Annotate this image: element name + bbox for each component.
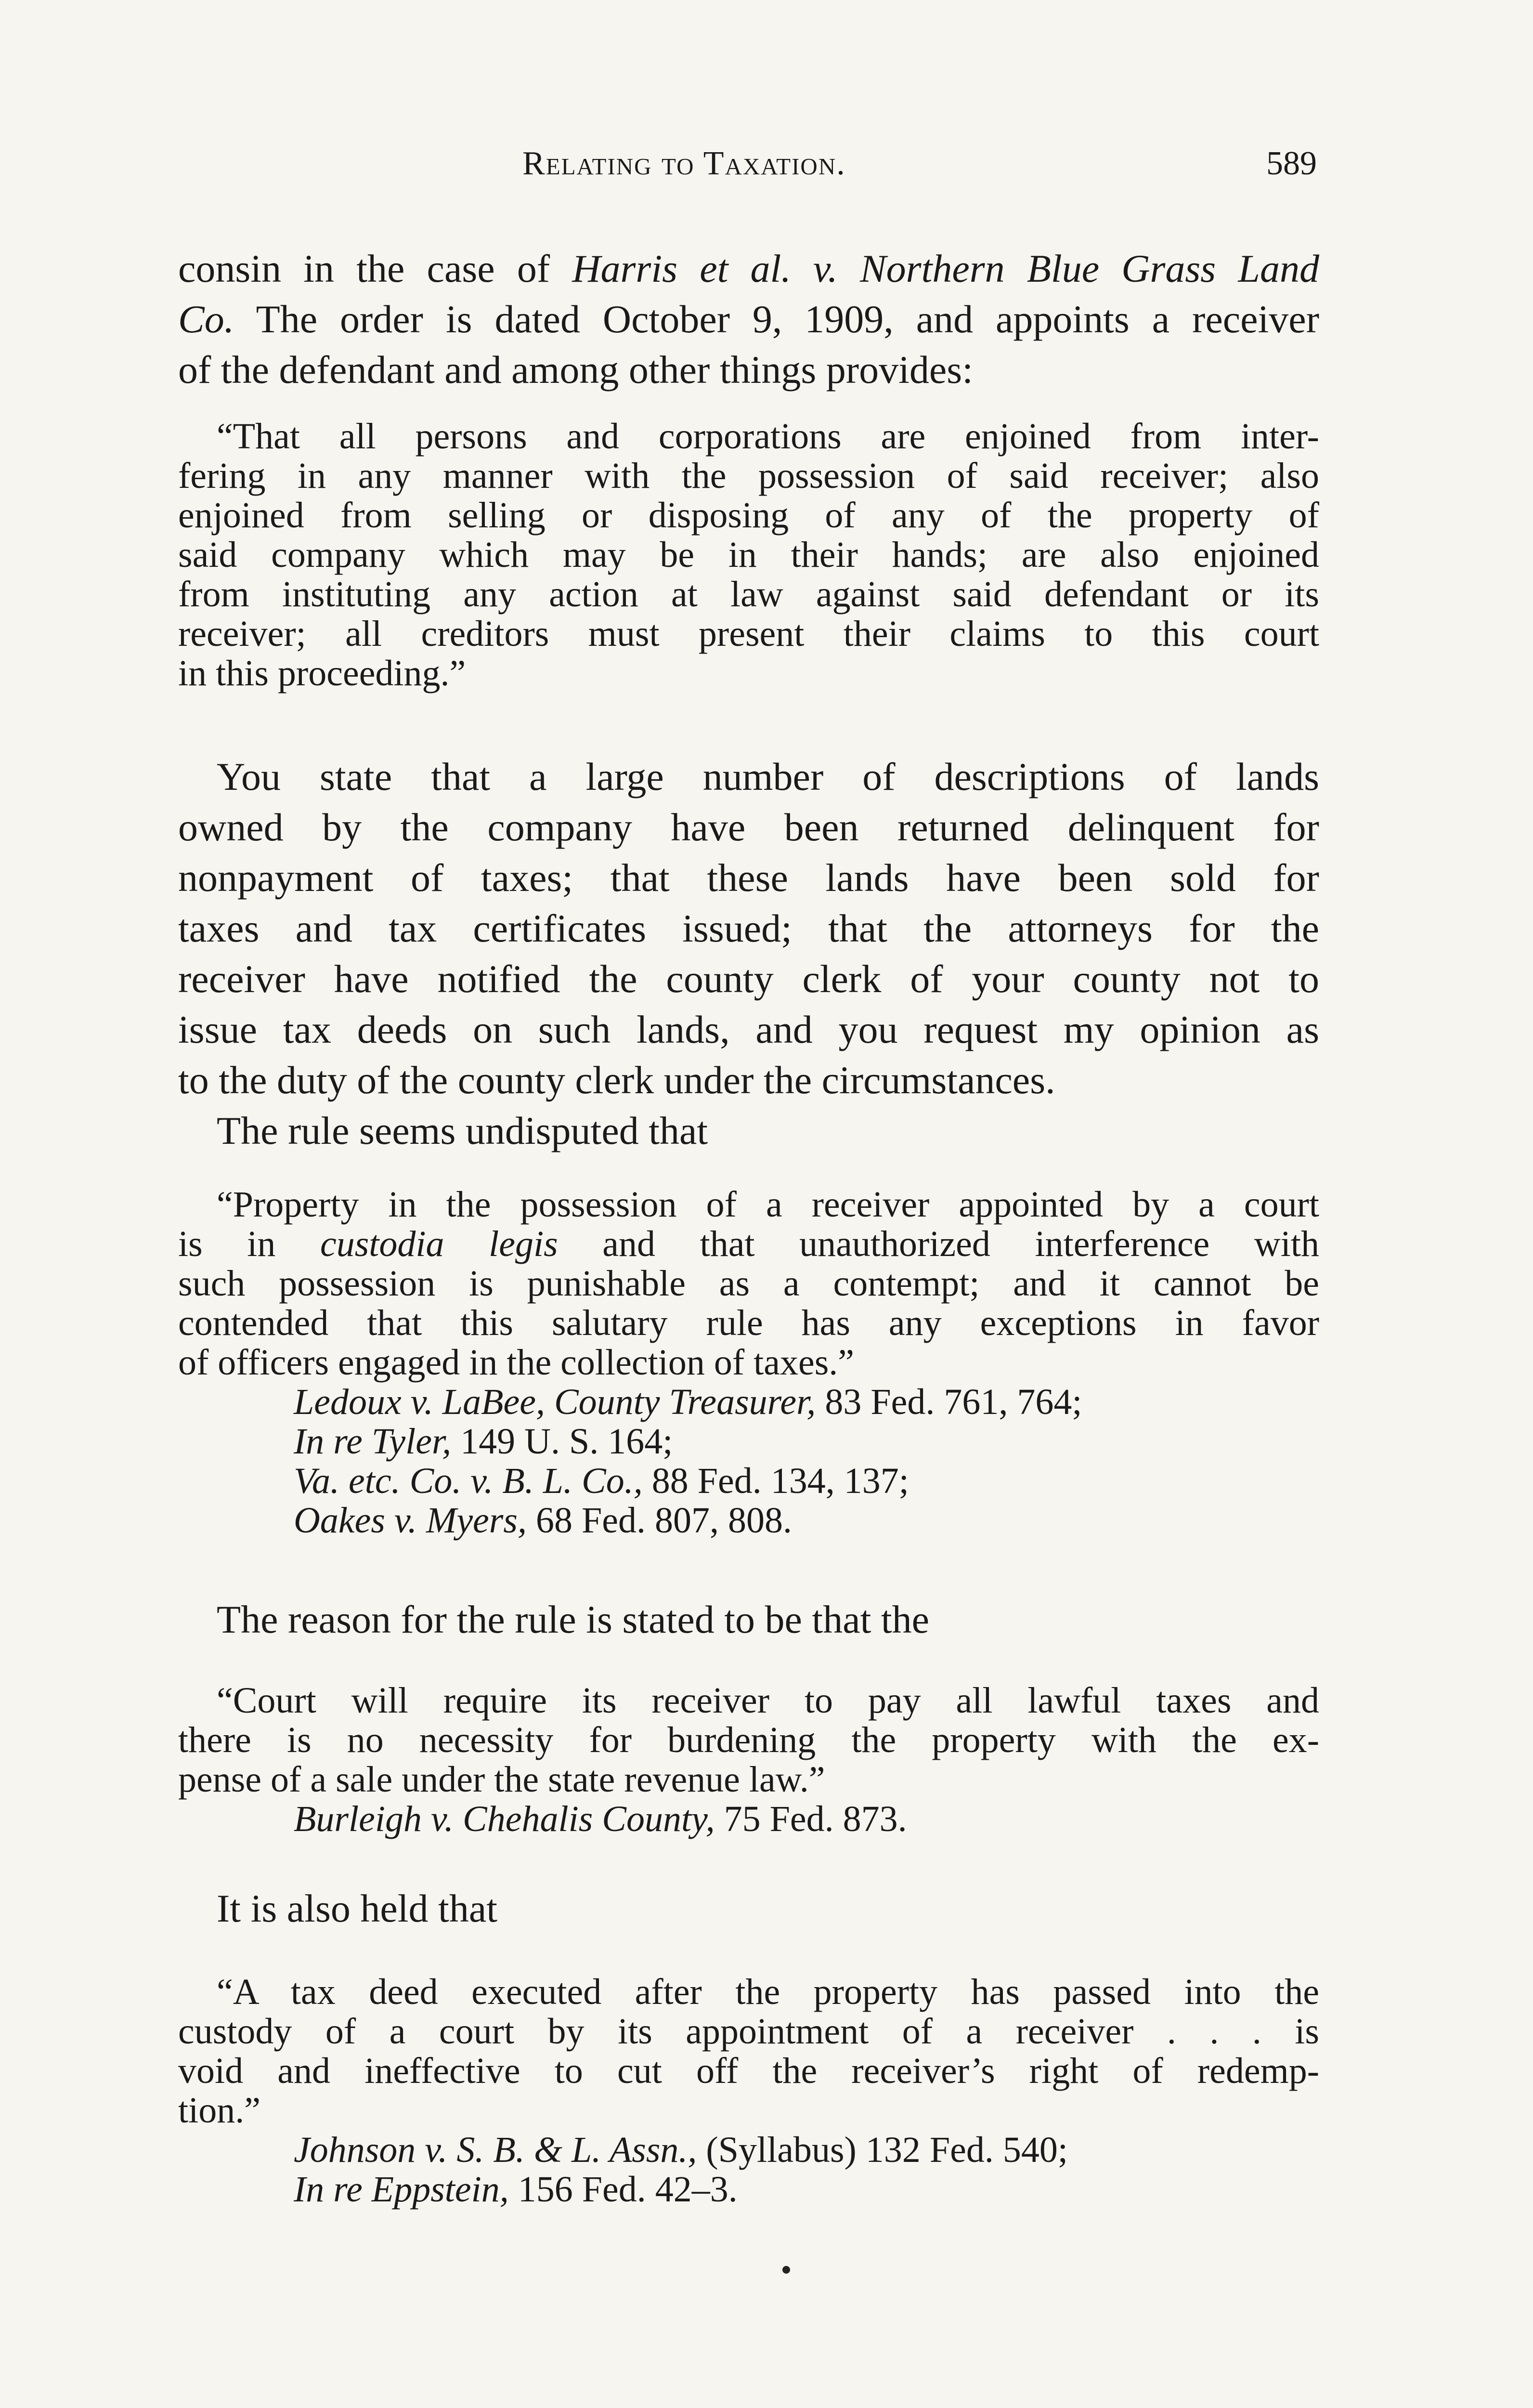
text-line: The rule seems undisputed that [217, 1109, 708, 1152]
paragraph-intro [178, 243, 1319, 395]
quote-line: “Property in the possession of a receiver appointed by a court [217, 1184, 1319, 1225]
page-number: 589 [1266, 145, 1317, 182]
citation: Johnson v. S. B. & L. Assn., (Syllabus) 132 Fed. 540; [294, 2130, 1068, 2170]
text-line: issue tax deeds on such lands, and you request my opinion as [178, 1008, 1319, 1051]
quote-line: receiver; all creditors must present their claims to this court [178, 614, 1319, 654]
citation: In re Eppstein, 156 Fed. 42–3. [294, 2169, 738, 2210]
quote-line: custody of a court by its appointment of a receiver . . . is [178, 2011, 1319, 2052]
text-line: consin in the case of Harris et al. v. Northern Blue Grass Land [178, 247, 1319, 290]
citation-list [178, 1382, 1319, 1540]
paragraph-reason [178, 1594, 1319, 1645]
text-line: of the defendant and among other things provides: [178, 348, 973, 392]
text-line: The reason for the rule is stated to be that the [217, 1597, 930, 1641]
paragraph-held [178, 1883, 1319, 1934]
paragraph-statement [178, 751, 1319, 1156]
text-line: receiver have notified the county clerk of your county not to [178, 957, 1319, 1001]
text-line: to the duty of the county clerk under the circumstances. [178, 1058, 1055, 1102]
quote-line: tion.” [178, 2090, 260, 2131]
citation: Oakes v. Myers, 68 Fed. 807, 808. [294, 1500, 792, 1541]
block-quote-order [178, 417, 1319, 693]
quote-line: “A tax deed executed after the property has passed into the [217, 1972, 1319, 2012]
text-line: You state that a large number of descriptions of lands [217, 755, 1319, 798]
quote-line: pense of a sale under the state revenue law.” [178, 1759, 825, 1800]
text-line: It is also held that [217, 1886, 498, 1930]
quote-line: “Court will require its receiver to pay all lawful taxes and [217, 1680, 1319, 1721]
quote-line: “That all persons and corporations are enjoined from inter- [217, 416, 1319, 457]
citation-list [178, 2130, 1319, 2209]
quote-line: in this proceeding.” [178, 653, 466, 694]
text-line: nonpayment of taxes; that these lands have been sold for [178, 856, 1319, 900]
quote-line: enjoined from selling or disposing of any of the property of [178, 495, 1319, 536]
quote-line: fering in any manner with the possession of said receiver; also [178, 456, 1319, 496]
citation-list [178, 1799, 1319, 1839]
quote-line: such possession is punishable as a contempt; and it cannot be [178, 1263, 1319, 1304]
citation: Va. etc. Co. v. B. L. Co., 88 Fed. 134, 137; [294, 1461, 909, 1501]
text-line: owned by the company have been returned delinquent for [178, 805, 1319, 849]
block-quote-tax-deed [178, 1972, 1319, 2209]
text-line: taxes and tax certificates issued; that the attorneys for the [178, 906, 1319, 950]
quote-line: is in custodia legis and that unauthorized interference with [178, 1224, 1319, 1264]
quote-line: from instituting any action at law against said defendant or its [178, 574, 1319, 615]
citation: In re Tyler, 149 U. S. 164; [294, 1421, 673, 1462]
block-quote-property [178, 1185, 1319, 1540]
quote-line: contended that this salutary rule has any exceptions in favor [178, 1303, 1319, 1343]
quote-line: of officers engaged in the collection of taxes.” [178, 1342, 855, 1383]
running-head: Relating to Taxation. [522, 145, 846, 182]
ink-dot [782, 2266, 790, 2274]
citation: Ledoux v. LaBee, County Treasurer, 83 Fed. 761, 764; [294, 1382, 1082, 1422]
block-quote-court [178, 1681, 1319, 1839]
quote-line: void and ineffective to cut off the receiver’s right of redemp- [178, 2051, 1319, 2091]
text-line: Co. The order is dated October 9, 1909, and appoints a receiver [178, 297, 1319, 341]
citation: Burleigh v. Chehalis County, 75 Fed. 873. [294, 1799, 907, 1839]
quote-line: there is no necessity for burdening the property with the ex- [178, 1720, 1319, 1760]
page-header [522, 144, 1317, 197]
quote-line: said company which may be in their hands; are also enjoined [178, 535, 1319, 575]
